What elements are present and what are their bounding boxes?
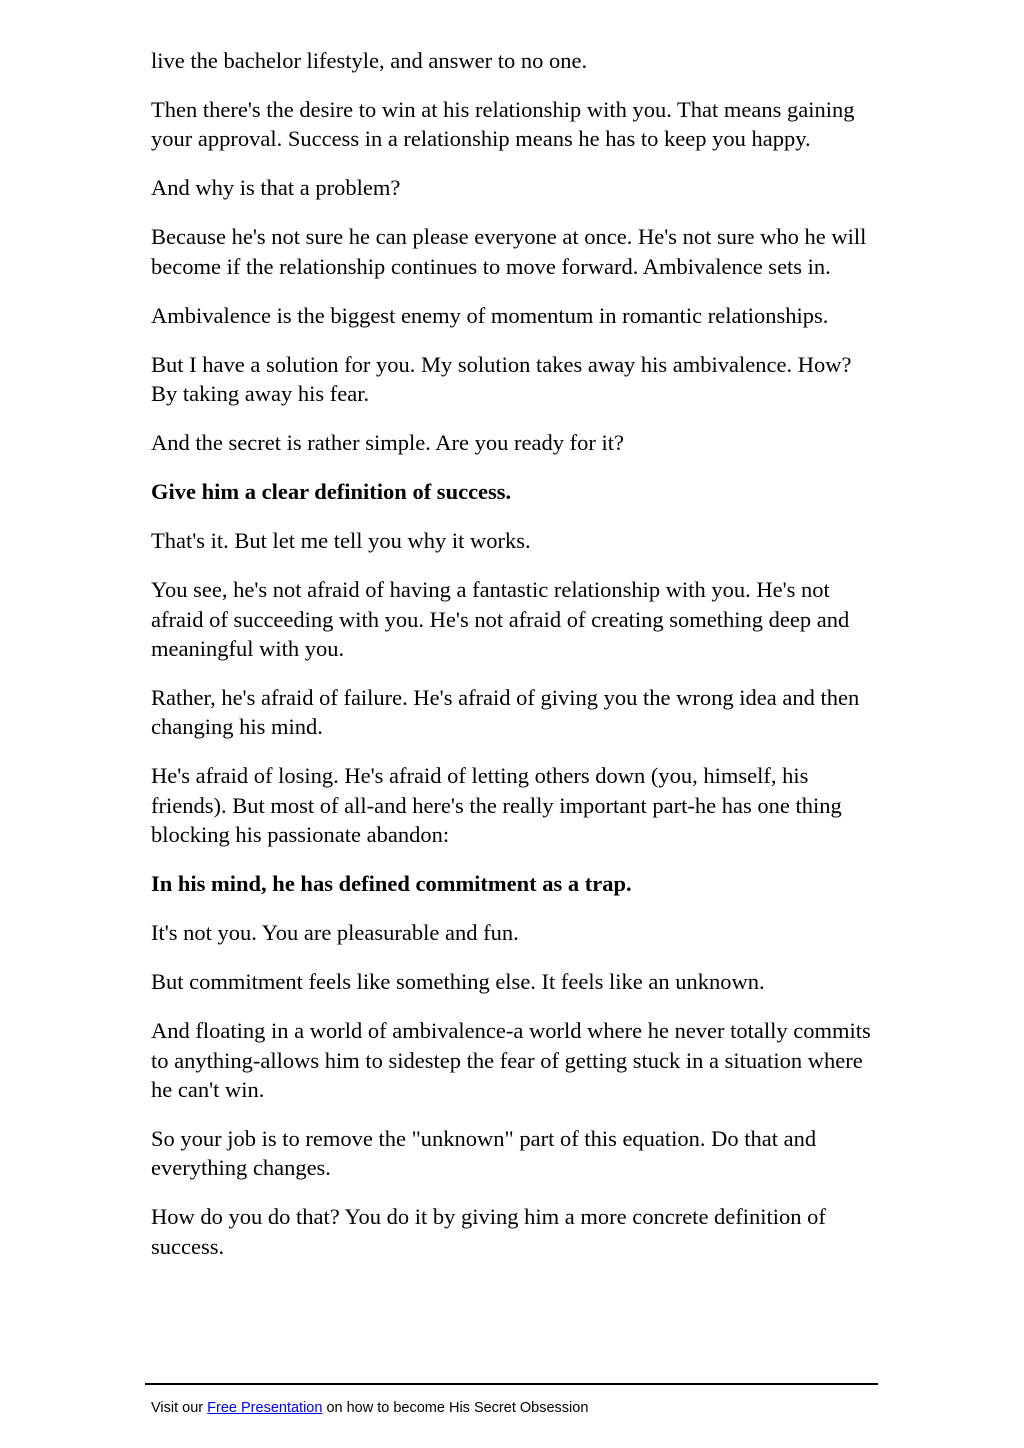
footer-divider bbox=[145, 1383, 878, 1385]
paragraph: It's not you. You are pleasurable and fun. bbox=[151, 920, 519, 946]
paragraph: Then there's the desire to win at his relationship with you. That means gaining your approval. Success in a relationship means he has to keep you happy. bbox=[151, 97, 855, 152]
page-footer bbox=[151, 1399, 588, 1417]
paragraph: So your job is to remove the "unknown" part of this equation. Do that and everything changes. bbox=[151, 1126, 817, 1181]
paragraph: And floating in a world of ambivalence-a world where he never totally commits to anything-allows him to sidestep the fear of getting stuck in a situation where he can't win. bbox=[151, 1018, 871, 1103]
bold-statement: In his mind, he has defined commitment as a trap. bbox=[151, 871, 632, 897]
paragraph: Rather, he's afraid of failure. He's afraid of giving you the wrong idea and then changing his mind. bbox=[151, 685, 860, 740]
paragraph: But commitment feels like something else. It feels like an unknown. bbox=[151, 969, 765, 995]
footer-suffix: on how to become His Secret Obsession bbox=[322, 1400, 589, 1416]
footer-prefix: Visit our bbox=[151, 1400, 208, 1416]
paragraph: Because he's not sure he can please everyone at once. He's not sure who he will become if the relationship continues to move forward. Ambivalence sets in. bbox=[151, 224, 867, 279]
paragraph: And the secret is rather simple. Are you ready for it? bbox=[151, 430, 624, 456]
paragraph: And why is that a problem? bbox=[151, 175, 401, 201]
paragraph: Ambivalence is the biggest enemy of momentum in romantic relationships. bbox=[151, 302, 829, 328]
paragraph: He's afraid of losing. He's afraid of letting others down (you, himself, his friends). But most of all-and here's the really important part-he has one thing blocking his passionate abandon: bbox=[151, 763, 842, 848]
paragraph: But I have a solution for you. My solution takes away his ambivalence. How? By taking away his fear. bbox=[151, 351, 852, 407]
body-text bbox=[151, 46, 876, 1281]
free-presentation-link[interactable]: Free Presentation bbox=[207, 1400, 323, 1416]
paragraph: That's it. But let me tell you why it works. bbox=[151, 528, 531, 554]
paragraph: live the bachelor lifestyle, and answer to no one. bbox=[151, 48, 588, 73]
paragraph: How do you do that? You do it by giving him a more concrete definition of success. bbox=[151, 1204, 826, 1259]
bold-statement: Give him a clear definition of success. bbox=[151, 479, 512, 505]
paragraph: You see, he's not afraid of having a fantastic relationship with you. He's not afraid of succeeding with you. He's not afraid of creating something deep and meaningful with you. bbox=[151, 577, 850, 662]
